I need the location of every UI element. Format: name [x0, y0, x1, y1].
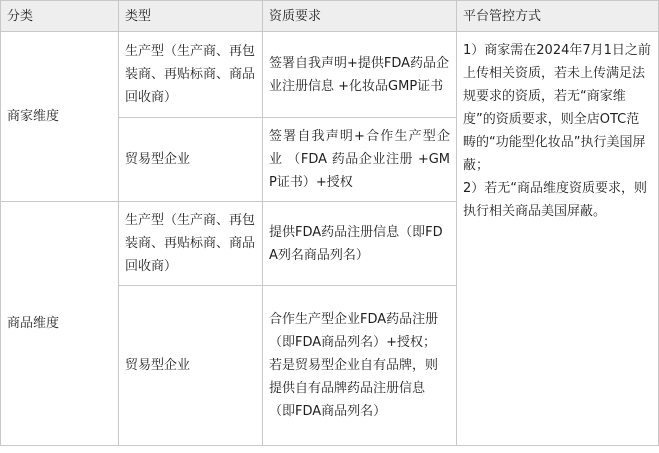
- product-type-trader: 贸易型企业: [119, 286, 263, 446]
- table-row: [1, 32, 659, 118]
- header-type: 类型: [119, 1, 263, 32]
- header-control: 平台管控方式: [457, 1, 659, 32]
- merchant-type-trader: 贸易型企业: [119, 118, 263, 202]
- control-item-1: 1）商家需在2024年7月1日之前上传相关资质，若未上传满足法规要求的资质，若无“商家维度”的资质要求，则全店OTC范畴的“功能型化妆品”执行美国屏蔽；: [463, 43, 651, 173]
- product-category-cell: 商品维度: [1, 202, 119, 446]
- product-requirement-producer: 提供FDA药品注册信息（即FDA列名商品列名）: [263, 202, 457, 286]
- product-type-producer: 生产型（生产商、再包装商、再贴标商、商品回收商）: [119, 202, 263, 286]
- header-category: 分类: [1, 1, 119, 32]
- product-requirement-line-2: 若是贸易型企业自有品牌，则提供自有品牌药品注册信息（即FDA商品列名）: [269, 358, 439, 419]
- merchant-requirement-producer: 签署自我声明+提供FDA药品企业注册信息 +化妆品GMP证书: [263, 32, 457, 118]
- header-requirement: 资质要求: [263, 1, 457, 32]
- control-method-cell: [457, 32, 659, 446]
- merchant-category-cell: 商家维度: [1, 32, 119, 202]
- control-item-2: 2）若无“商品维度资质要求，则执行相关商品美国屏蔽。: [463, 181, 648, 219]
- merchant-requirement-trader: 签署自我声明+合作生产型企 业 （FDA 药品企业注册 +GMP证书）+授权: [263, 118, 457, 202]
- product-requirement-line-1: 合作生产型企业FDA药品注册（即FDA商品列名）+授权；: [269, 312, 439, 350]
- table-header-row: [1, 1, 659, 32]
- merchant-type-producer: 生产型（生产商、再包装商、再贴标商、商品回收商）: [119, 32, 263, 118]
- product-requirement-trader: [263, 286, 457, 446]
